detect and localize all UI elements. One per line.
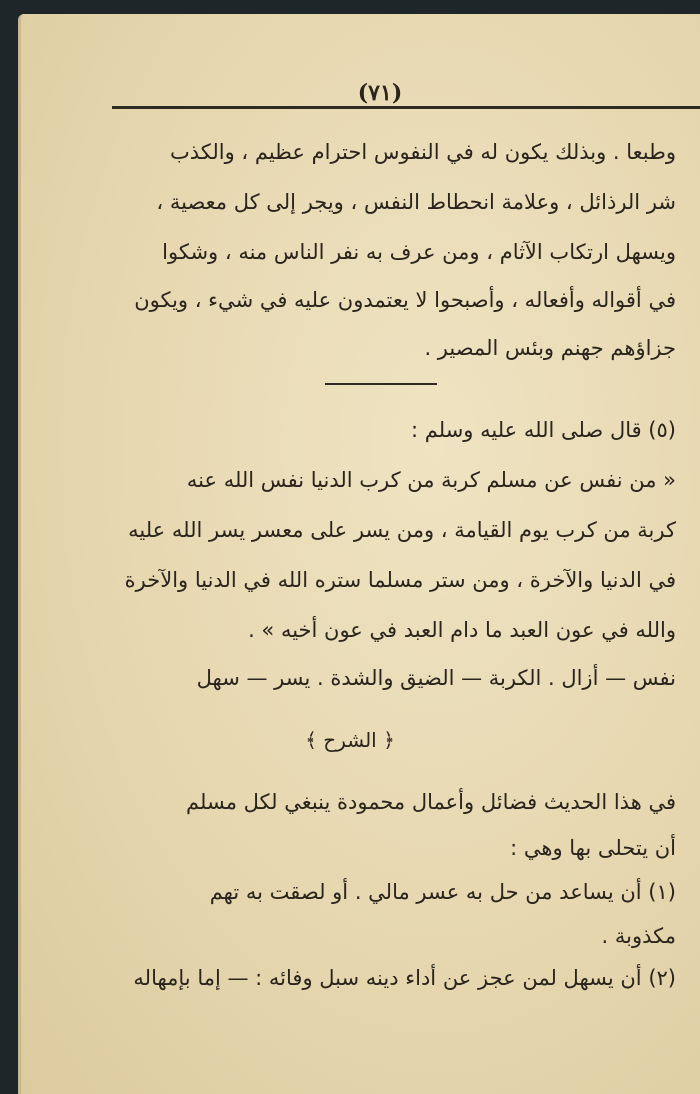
hadith-line: كربة من كرب يوم القيامة ، ومن يسر على معسر يسر الله عليه <box>128 518 676 542</box>
header-rule <box>112 106 700 109</box>
commentary-line: (٢) أن يسهل لمن عجز عن أداء دينه سبل وفائه : — إما بإمهاله <box>133 966 676 990</box>
hadith-line: « من نفس عن مسلم كربة من كرب الدنيا نفس الله عنه <box>186 468 676 492</box>
commentary-line: أن يتحلى بها وهي : <box>510 836 676 860</box>
vocabulary-line: نفس — أزال . الكربة — الضيق والشدة . يسر — سهل <box>196 666 676 690</box>
text-line: ويسهل ارتكاب الآثام ، ومن عرف به نفر الناس منه ، وشكوا <box>162 240 676 264</box>
hadith-line: في الدنيا والآخرة ، ومن ستر مسلما ستره الله في الدنيا والآخرة <box>124 568 676 592</box>
text-line: وطبعا . وبذلك يكون له في النفوس احترام عظيم ، والكذب <box>169 140 676 164</box>
section-divider <box>325 383 437 385</box>
commentary-line: في هذا الحديث فضائل وأعمال محمودة ينبغي لكل مسلم <box>186 790 676 814</box>
book-page <box>18 14 700 1094</box>
text-line: شر الرذائل ، وعلامة انحطاط النفس ، ويجر إلى كل معصية ، <box>156 190 676 214</box>
page-number: (٧١) <box>357 80 403 106</box>
hadith-line: والله في عون العبد ما دام العبد في عون أخيه » . <box>248 618 676 642</box>
commentary-line: مكذوبة . <box>601 924 676 948</box>
text-line: في أقواله وأفعاله ، وأصبحوا لا يعتمدون عليه في شيء ، ويكون <box>134 288 676 312</box>
hadith-intro: (٥) قال صلى الله عليه وسلم : <box>411 418 676 442</box>
commentary-heading: ﴿ الشرح ﴾ <box>305 728 395 752</box>
commentary-line: (١) أن يساعد من حل به عسر مالي . أو لصقت به تهم <box>209 880 676 904</box>
text-line: جزاؤهم جهنم وبئس المصير . <box>424 336 676 360</box>
